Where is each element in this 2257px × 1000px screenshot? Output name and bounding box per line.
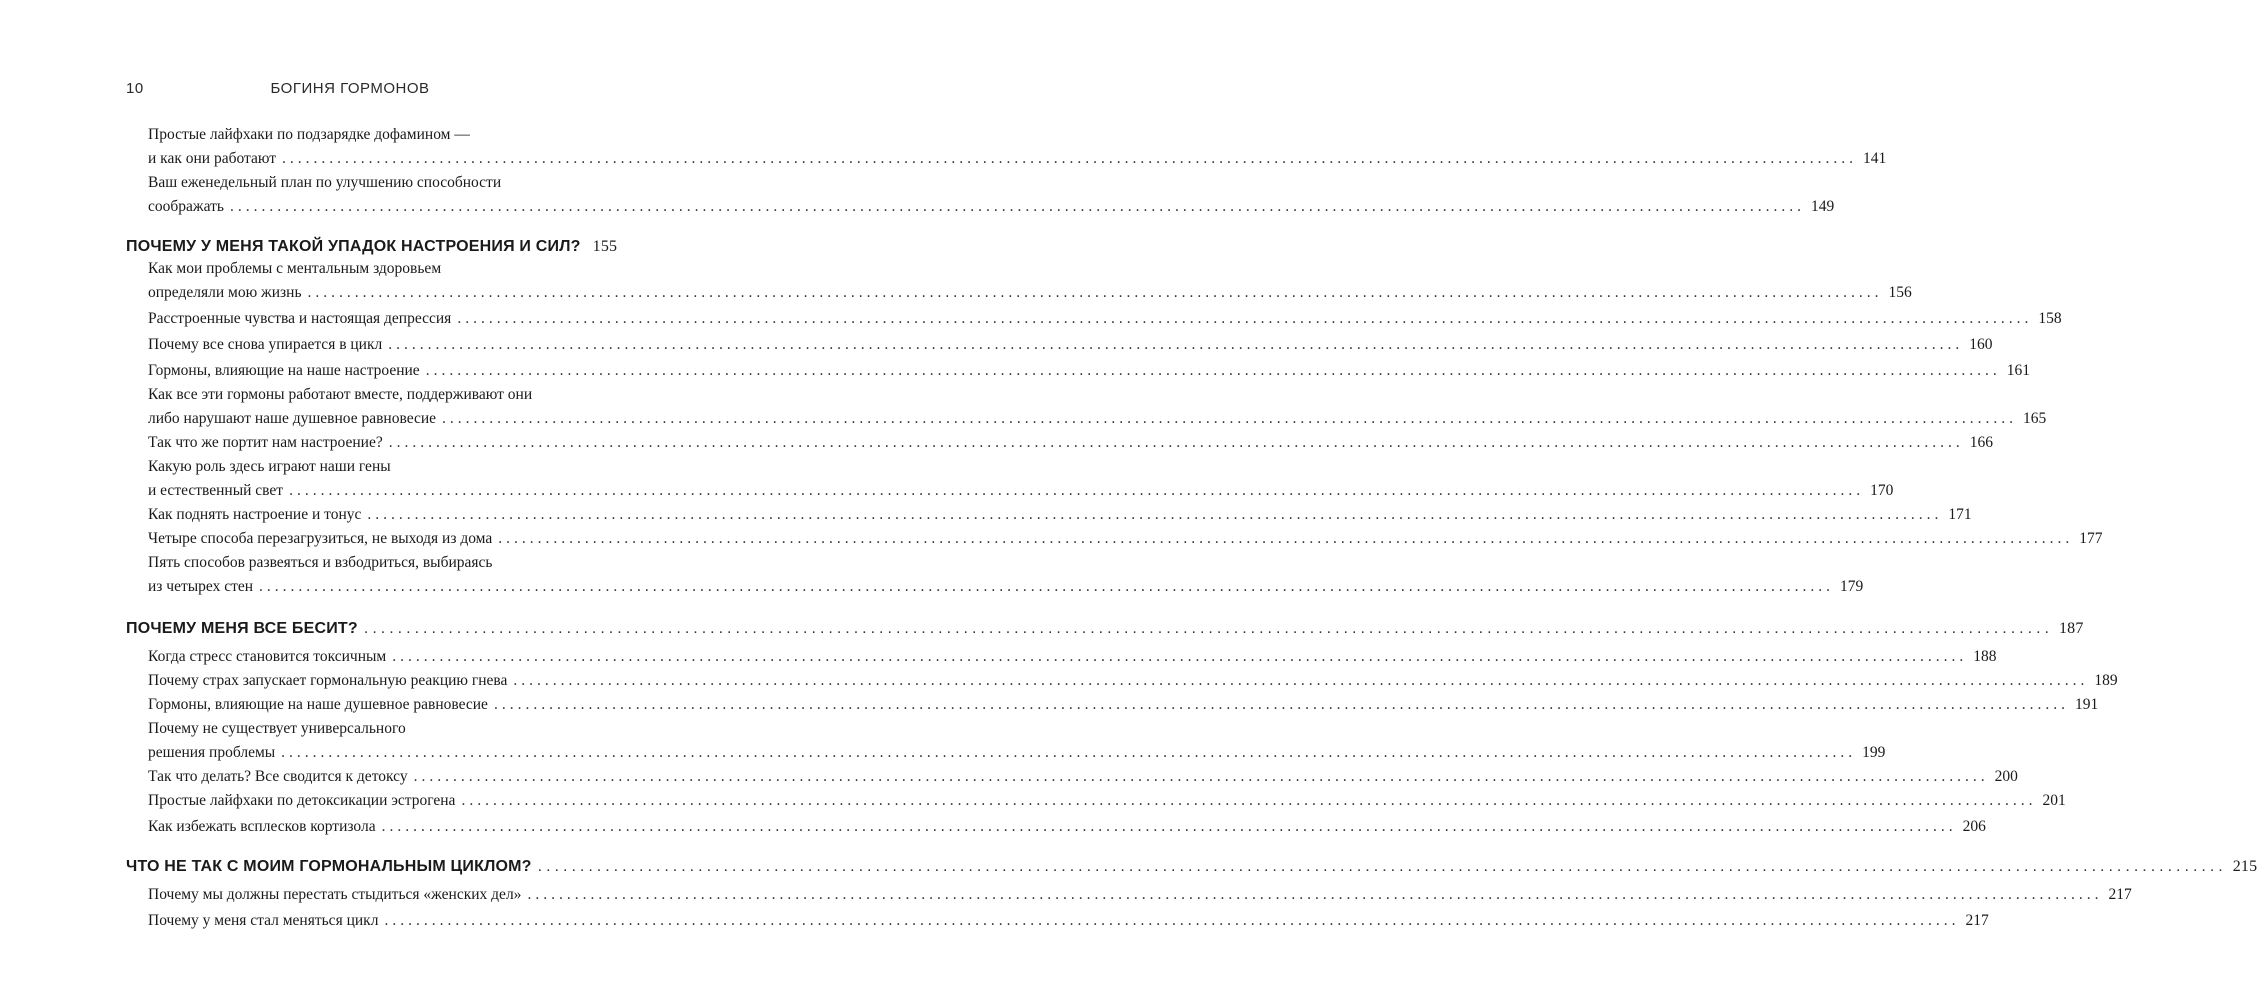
toc-entry-line [148, 172, 574, 194]
leader-dots: ........................................................................................................................................................................................................ [493, 696, 2069, 713]
leader-dots: ........................................................................................................................................................................................................ [307, 284, 1883, 301]
toc-entry-title: Почему мы должны перестать стыдиться «женских дел» [148, 886, 522, 903]
toc-page-number: 166 [1969, 434, 1993, 451]
toc-page-number: 179 [1840, 578, 1864, 595]
toc-page-number: 187 [2058, 620, 2084, 637]
toc-entry[interactable] [148, 576, 1864, 598]
toc-entry[interactable] [148, 504, 1972, 526]
toc-entry-title: и естественный свет [148, 482, 284, 499]
toc-page-number: 188 [1973, 648, 1997, 665]
toc-entry-title: решения проблемы [148, 744, 276, 761]
toc-entry-title: Простые лайфхаки по детоксикации эстрогена [148, 792, 456, 809]
leader-dots: ........................................................................................................................................................................................................ [527, 886, 2103, 903]
toc-entry-title: Как мои проблемы с ментальным здоровьем [148, 260, 442, 277]
toc-entry[interactable] [148, 646, 1997, 668]
toc-page-number: 170 [1870, 482, 1894, 499]
leader-dots: ........................................................................................................................................................................................................ [425, 362, 2001, 379]
leader-dots: ........................................................................................................................................................................................................ [442, 410, 2018, 427]
toc-page-number: 141 [1863, 150, 1887, 167]
toc-entry[interactable] [148, 480, 1894, 502]
toc-entry-title: Почему у меня стал меняться цикл [148, 912, 379, 929]
toc-entry-title: Пять способов развеяться и взбодриться, выбираясь [148, 554, 493, 571]
toc-page-number: 155 [592, 238, 618, 255]
toc-page-number: 189 [2094, 672, 2118, 689]
chapter-title: ПОЧЕМУ МЕНЯ ВСЕ БЕСИТ? [126, 620, 358, 637]
leader-dots: ........................................................................................................................................................................................................ [384, 912, 1960, 929]
toc-page-number: 217 [1965, 912, 1989, 929]
toc-entry-title: соображать [148, 198, 224, 215]
toc-entry-title: Какую роль здесь играют наши гены [148, 458, 391, 475]
leader-dots: ........................................................................................................................................................................................................ [457, 310, 2033, 327]
toc-entry[interactable] [148, 196, 1835, 218]
leader-dots: ........................................................................................................................................................................................................ [367, 506, 1943, 523]
toc-entry-title: Почему страх запускает гормональную реакцию гнева [148, 672, 508, 689]
toc-entry-title: Так что же портит нам настроение? [148, 434, 383, 451]
toc-entry[interactable] [148, 884, 2132, 906]
toc-entry-title: Так что делать? Все сводится к детоксу [148, 768, 408, 785]
running-title: БОГИНЯ ГОРМОНОВ [270, 80, 430, 97]
leader-dots: ........................................................................................................................................................................................................ [498, 530, 2074, 547]
toc-entry[interactable] [148, 694, 2099, 716]
toc-entry-title: Когда стресс становится токсичным [148, 648, 387, 665]
toc-page-number: 165 [2023, 410, 2047, 427]
toc-page-number: 206 [1962, 818, 1986, 835]
leader-dots: ........................................................................................................................................................................................................ [229, 198, 1805, 215]
toc-entry[interactable] [148, 360, 2030, 382]
toc-page-number: 161 [2006, 362, 2030, 379]
leader-dots: ........................................................................................................................................................................................................ [289, 482, 1865, 499]
leader-dots: ........................................................................................................................................................................................................ [461, 792, 2037, 809]
toc-entry-title: Почему не существует универсального [148, 720, 406, 737]
toc-page-number: 149 [1810, 198, 1835, 215]
toc-entry-line [148, 124, 574, 146]
toc-chapter-heading[interactable] [126, 618, 2084, 640]
toc-entry-title: из четырех стен [148, 578, 254, 595]
toc-entry-title: либо нарушают наше душевное равновесие [148, 410, 437, 427]
leader-dots: ........................................................................................................................................................................................................ [259, 578, 1835, 595]
toc-entry-line [148, 258, 574, 280]
toc-entry[interactable] [148, 790, 2066, 812]
toc-entry-title: Почему все снова упирается в цикл [148, 336, 383, 353]
toc-entry-title: Расстроенные чувства и настоящая депрессия [148, 310, 452, 327]
toc-entry-title: определяли мою жизнь [148, 284, 302, 301]
toc-entry-title: Как поднять настроение и тонус [148, 506, 362, 523]
toc-entry[interactable] [148, 528, 2103, 550]
toc-entry[interactable] [148, 282, 1912, 304]
toc-entry-line [148, 552, 574, 574]
leader-dots: ........................................................................................................................................................................................................ [388, 434, 1964, 451]
toc-page-number: 160 [1969, 336, 1993, 353]
toc-entry[interactable] [148, 742, 1886, 764]
toc-entry-line [148, 384, 574, 406]
leader-dots: ........................................................................................................................................................................................................ [537, 858, 2227, 875]
leader-dots: ........................................................................................................................................................................................................ [392, 648, 1968, 665]
leader-dots: ........................................................................................................................................................................................................ [513, 672, 2089, 689]
toc-page-number: 156 [1888, 284, 1912, 301]
leader-dots: ........................................................................................................................................................................................................ [413, 768, 1989, 785]
toc-page-number: 171 [1948, 506, 1972, 523]
leader-dots: ........................................................................................................................................................................................................ [388, 336, 1964, 353]
toc-entry-title: и как они работают [148, 150, 277, 167]
toc-entry-title: Ваш еженедельный план по улучшению способности [148, 174, 502, 191]
toc-entry[interactable] [148, 334, 1993, 356]
toc-page-number: 217 [2108, 886, 2132, 903]
running-header [126, 80, 574, 102]
chapter-title: ПОЧЕМУ У МЕНЯ ТАКОЙ УПАДОК НАСТРОЕНИЯ И СИЛ? [126, 238, 581, 255]
leader-dots: ........................................................................................................................................................................................................ [282, 150, 1858, 167]
toc-chapter-heading[interactable] [126, 856, 2257, 878]
toc-page-number: 200 [1994, 768, 2018, 785]
toc-entry[interactable] [148, 670, 2118, 692]
page-number: 10 [126, 80, 144, 97]
toc-entry[interactable] [148, 308, 2062, 330]
toc-entry[interactable] [148, 910, 1989, 932]
toc-entry-title: Четыре способа перезагрузиться, не выходя из дома [148, 530, 493, 547]
toc-entry-title: Гормоны, влияющие на наше настроение [148, 362, 420, 379]
toc-entry[interactable] [148, 148, 1887, 170]
toc-page-number: 199 [1862, 744, 1886, 761]
leader-dots: ........................................................................................................................................................................................................ [381, 818, 1957, 835]
toc-entry[interactable] [148, 816, 1986, 838]
toc-page-number: 191 [2074, 696, 2099, 713]
toc-page-number: 215 [2232, 858, 2257, 875]
toc-entry-line [148, 718, 574, 740]
toc-entry-title: Как все эти гормоны работают вместе, поддерживают они [148, 386, 533, 403]
toc-page-number: 201 [2042, 792, 2066, 809]
toc-chapter-heading[interactable] [126, 236, 618, 258]
leader-dots: ........................................................................................................................................................................................................ [281, 744, 1857, 761]
toc-entry[interactable] [148, 766, 2018, 788]
toc-page-number: 158 [2038, 310, 2062, 327]
chapter-title: ЧТО НЕ ТАК С МОИМ ГОРМОНАЛЬНЫМ ЦИКЛОМ? [126, 858, 532, 875]
toc-entry[interactable] [148, 432, 1993, 454]
toc-entry[interactable] [148, 408, 2047, 430]
leader-dots: ........................................................................................................................................................................................................ [363, 620, 2053, 637]
toc-page-number: 177 [2079, 530, 2103, 547]
toc-entry-title: Гормоны, влияющие на наше душевное равновесие [148, 696, 488, 713]
toc-entry-line [148, 456, 574, 478]
toc-entry-title: Простые лайфхаки по подзарядке дофамином — [148, 126, 470, 143]
toc-entry-title: Как избежать всплесков кортизола [148, 818, 376, 835]
